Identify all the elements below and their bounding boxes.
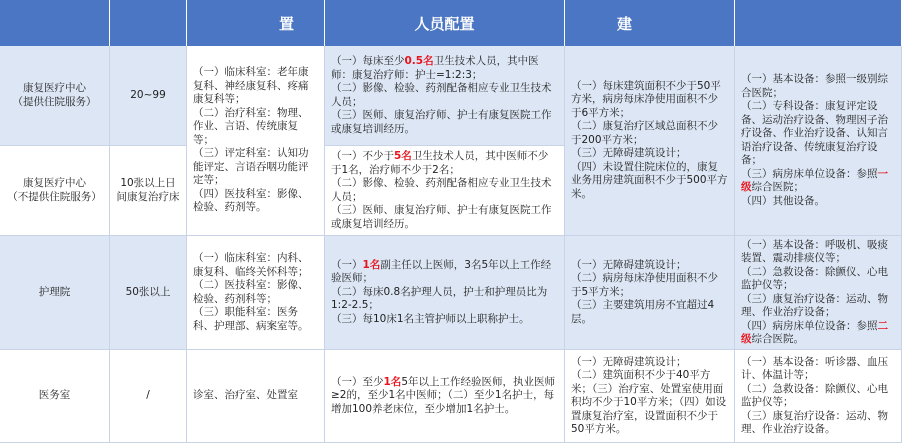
equipment-shared — [735, 46, 902, 236]
header-col-2 — [110, 0, 187, 46]
staff-line: （一）至少1名5年以上工作经验医师，执业医师≥2的，至少1名中医师；（二）至少1名护士，每增加100养老床位，至少增加1名护士。 — [331, 375, 555, 415]
staff-line: （一）1名副主任以上医师，3名5年以上工作经验医师； — [331, 258, 552, 285]
row1-name: 康复医疗中心 （提供住院服务） — [0, 46, 110, 146]
row3-beds: 50张以上 — [110, 236, 187, 350]
staff-line: （一）每床至少0.5名卫生技术人员，其中医师：康复治疗师：护士=1:2:3； — [331, 55, 539, 81]
highlight-text: 一级 — [741, 167, 888, 193]
staff-line: （一）不少于5名卫生技术人员，其中医师不少于1名，治疗师不少于2名； — [331, 150, 549, 176]
equipment-line: （三）病房床单位设备：参照一级综合医院； — [741, 167, 888, 193]
row4-staff — [325, 350, 565, 443]
row3-equipment — [735, 236, 902, 350]
row1-staff — [325, 46, 565, 146]
equipment-line: （一）基本设备：呼吸机、吸痰装置、震动排痰仪等； — [741, 238, 888, 264]
row4-building: （一）无障碍建筑设计； （二）建筑面积不少于40平方米；（三）治疗室、处置室使用面积均不少于10平方米；（四）如设置康复治疗室，设置面积不少于50平方米。 — [565, 350, 735, 443]
row4-name: 医务室 — [0, 350, 110, 443]
highlight-text: 1名 — [362, 258, 381, 271]
header-col-3: 置 — [187, 0, 325, 46]
equipment-line: （一）基本设备：听诊器、血压计、体温计等； — [741, 355, 888, 381]
dept-shared: （一）临床科室：老年康复科、神经康复科、疼痛康复科等； （二）治疗科室：物理、作业、言语、传统康复等； （三）评定科室：认知功能评定、言语吞咽功能评定等； （四）医技科室：影像、检验、药剂等。 — [187, 46, 325, 236]
row2-staff — [325, 146, 565, 236]
row4-beds: / — [110, 350, 187, 443]
row2-name: 康复医疗中心 （不提供住院服务） — [0, 146, 110, 236]
equipment-line: （三）康复治疗设备：运动、物理、作业治疗设备； — [741, 292, 888, 318]
header-col-5: 建 — [565, 0, 735, 46]
equipment-line: （二）急救设备：除颤仪、心电监护仪等； — [741, 382, 888, 408]
row1-beds: 20~99 — [110, 46, 187, 146]
staff-line: （三）每10床1名主管护师以上职称护士。 — [331, 312, 530, 325]
equipment-line: （三）康复治疗设备：运动、物理、作业治疗设备。 — [741, 409, 888, 435]
equipment-line: （一）基本设备：参照一级别综合医院； — [741, 73, 888, 99]
highlight-text: 5名 — [394, 150, 412, 162]
highlight-text: 1名 — [383, 375, 402, 388]
row3-building: （一）无障碍建筑设计； （二）病房每床净使用面积不少于5平方米； （三）主要建筑用房不宜超过4层。 — [565, 236, 735, 350]
highlight-text: 0.5名 — [404, 55, 434, 67]
row3-dept: （一）临床科室：内科、康复科、临终关怀科等； （二）医技科室：影像、检验、药剂科等； （三）职能科室：医务科、护理部、病案室等。 — [187, 236, 325, 350]
equipment-line: （四）其他设备。 — [741, 194, 825, 207]
staff-line: （二）影像、检验、药剂配备相应专业卫生技术人员； — [331, 177, 552, 203]
row2-beds: 10张以上日间康复治疗床 — [110, 146, 187, 236]
row3-name: 护理院 — [0, 236, 110, 350]
header-col-4: 人员配置 — [325, 0, 565, 46]
equipment-line: （二）急救设备：除颤仪、心电监护仪等； — [741, 265, 888, 291]
row4-equipment — [735, 350, 902, 443]
staff-line: （三）医师、康复治疗师、护士有康复医院工作或康复培训经历。 — [331, 109, 552, 135]
staff-line: （三）医师、康复治疗师、护士有康复医院工作或康复培训经历。 — [331, 204, 552, 230]
equipment-line: （二）专科设备：康复评定设备、运动治疗设备、物理因子治疗设备、作业治疗设备、认知言语治疗设备、传统康复治疗设备； — [741, 100, 888, 166]
staff-line: （二）每床0.8名护理人员，护士和护理员比为1:2-2.5； — [331, 285, 548, 312]
row3-staff — [325, 236, 565, 350]
row4-dept: 诊室、治疗室、处置室 — [187, 350, 325, 443]
building-shared: （一）每床建筑面积不少于50平方米，病房每床净使用面积不少于6平方米； （二）康复治疗区域总面积不少于200平方米； （三）无障碍建筑设计； （四）未设置住院床位的，康复业务用房建筑面积不少于500平方米。 — [565, 46, 735, 236]
header-col-6 — [735, 0, 902, 46]
highlight-text: 二级 — [741, 319, 888, 345]
staff-line: （二）影像、检验、药剂配备相应专业卫生技术人员； — [331, 82, 552, 108]
equipment-line: （四）病房床单位设备：参照二级综合医院。 — [741, 319, 888, 345]
header-col-1 — [0, 0, 110, 46]
